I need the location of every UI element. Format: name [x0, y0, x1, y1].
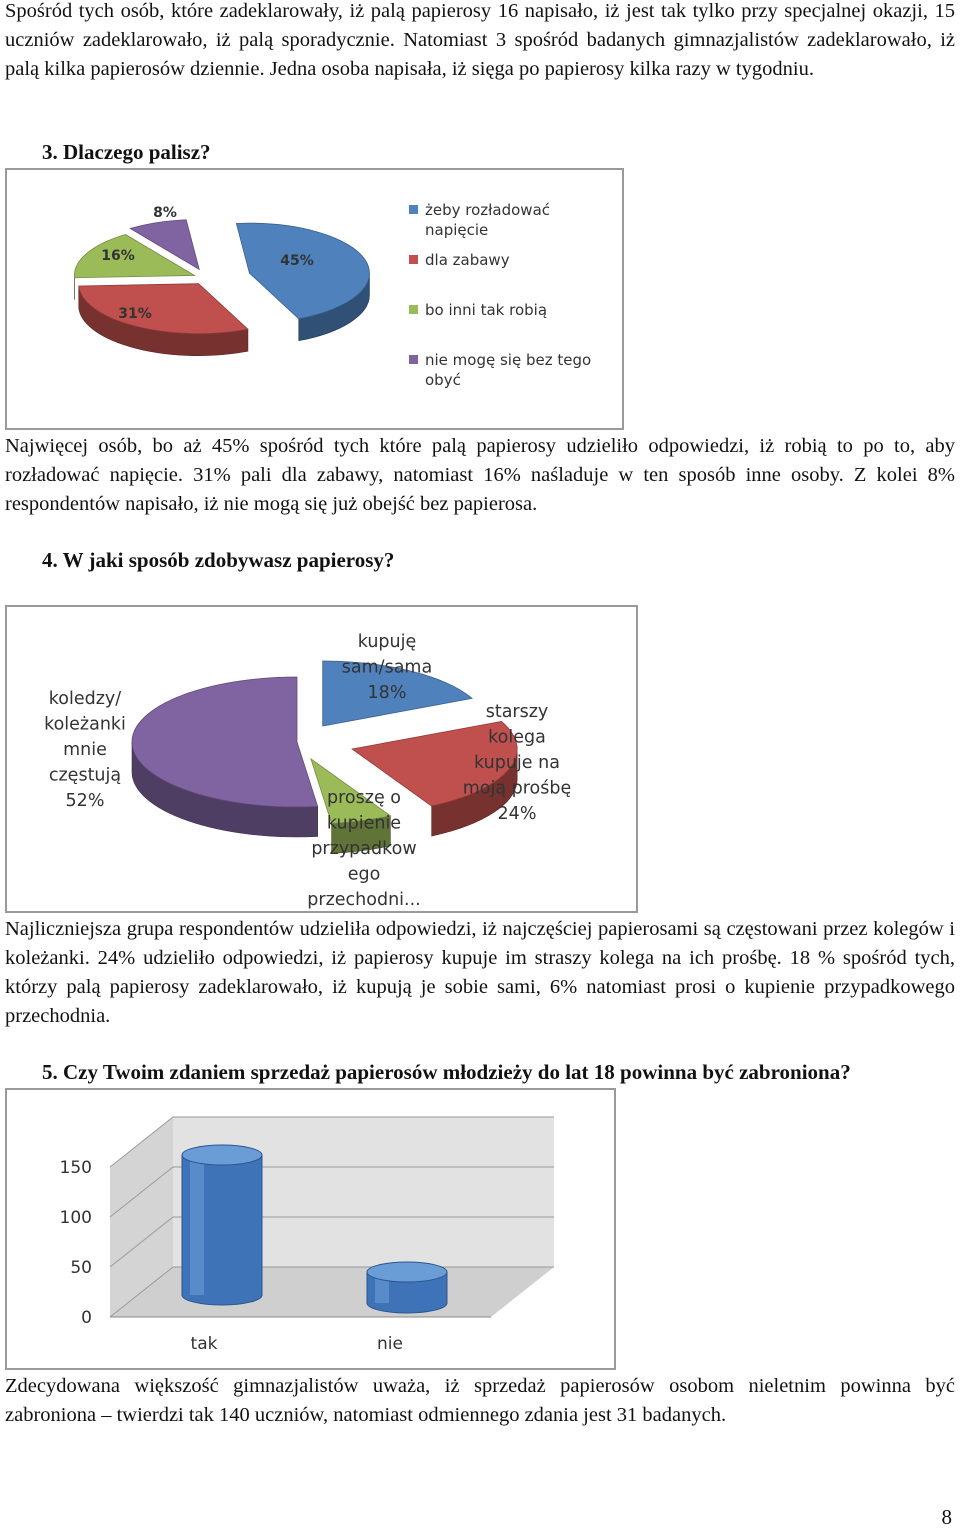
- bar-cylinder-top: [182, 1145, 262, 1165]
- y-tick-label: 100: [59, 1208, 92, 1228]
- bar-cylinder-top: [367, 1262, 447, 1282]
- legend-label: napięcie: [425, 221, 489, 239]
- question-3-heading: 3. Dlaczego palisz?: [42, 140, 211, 164]
- legend-label: obyć: [425, 371, 461, 389]
- question-5-heading: 5. Czy Twoim zdaniem sprzedaż papierosów młodzieży do lat 18 powinna być zabroniona?: [42, 1060, 851, 1084]
- y-tick-label: 0: [81, 1308, 92, 1328]
- page-number: 8: [941, 1505, 952, 1529]
- pie-chart-reasons: [5, 168, 624, 430]
- bar-chart-ban: [5, 1088, 616, 1370]
- legend-label: żeby rozładować: [425, 201, 551, 219]
- pie-data-label: 31%: [118, 306, 152, 322]
- pie-chart-sources-svg: [7, 607, 636, 911]
- y-tick-label: 50: [70, 1258, 92, 1278]
- y-tick-label: 150: [59, 1158, 92, 1178]
- bar-highlight: [190, 1159, 204, 1295]
- legend-swatch: [409, 355, 418, 364]
- legend-label: nie mogę się bez tego: [425, 351, 592, 369]
- pie-data-label: kupuje na: [474, 753, 560, 773]
- pie-data-label: kupuję: [357, 632, 417, 652]
- pie-data-label: 16%: [101, 248, 135, 264]
- pie-data-label: koleżanki: [44, 714, 126, 735]
- legend-swatch: [409, 205, 418, 214]
- pie-data-label: 45%: [280, 253, 314, 269]
- legend-label: bo inni tak robią: [425, 301, 548, 319]
- pie-data-label: przechodni...: [307, 890, 421, 910]
- pie-data-label: koledzy/: [48, 689, 122, 709]
- pie-data-label: częstują: [48, 765, 122, 786]
- pie-data-label: 8%: [153, 205, 177, 221]
- legend-swatch: [409, 255, 418, 264]
- question-3-paragraph: Najwięcej osób, bo aż 45% spośród tych które palą papierosy udzieliło odpowiedzi, iż robią to po to, aby rozładować napięcie. 31% pali dla zabawy, natomiast 16% naśladuje w ten sposób inne osoby. Z kolei 8% respondentów napisało, iż nie mogą się już obejść bez papierosa.: [5, 435, 955, 515]
- pie-data-label: moją prośbę: [462, 778, 572, 799]
- bar-chart-ban-svg: [7, 1090, 614, 1368]
- pie-data-label: kupienie: [326, 813, 402, 834]
- pie-data-label: 18%: [367, 683, 407, 703]
- x-category-label: nie: [377, 1334, 403, 1354]
- pie-data-label: kolega: [488, 727, 546, 748]
- intro-paragraph: Spośród tych osób, które zadeklarowały, iż palą papierosy 16 napisało, iż jest tak tylko przy specjalnej okazji, 15 uczniów zadeklarowało, iż palą sporadycznie. Natomiast 3 spośród badanych gimnazjalistów zadeklarowało, iż palą kilka papierosów dziennie. Jedna osoba napisała, iż sięga po papierosy kilka razy w tygodniu.: [5, 0, 955, 80]
- question-4-heading: 4. W jaki sposób zdobywasz papierosy?: [42, 548, 395, 572]
- legend-label: dla zabawy: [425, 251, 510, 269]
- pie-data-label: ego: [347, 864, 381, 885]
- chart-floor: [110, 1267, 554, 1317]
- pie-chart-sources: [5, 605, 638, 913]
- x-category-label: tak: [190, 1334, 218, 1354]
- question-4-paragraph: Najliczniejsza grupa respondentów udzieliła odpowiedzi, iż najczęściej papierosami są częstowani przez kolegów i koleżanki. 24% udzieliło odpowiedzi, iż papierosy kupuje im straszy kolega na ich prośbę. 18 % spośród tych, którzy palą papierosy zadeklarowało, iż kupują je sobie sami, 6% natomiast prosi o kupienie przypadkowego przechodnia.: [5, 918, 955, 1027]
- pie-chart-reasons-svg: [7, 170, 622, 428]
- pie-data-label: 52%: [65, 791, 105, 811]
- pie-data-label: 24%: [497, 804, 537, 824]
- legend-swatch: [409, 305, 418, 314]
- pie-data-label: starszy: [485, 702, 549, 722]
- pie-data-label: mnie: [63, 740, 107, 760]
- pie-data-label: przypadkow: [311, 839, 417, 859]
- question-5-paragraph: Zdecydowana większość gimnazjalistów uważa, iż sprzedaż papierosów osobom nieletnim powinna być zabroniona – twierdzi tak 140 uczniów, natomiast odmiennego zdania jest 31 badanych.: [5, 1375, 955, 1426]
- pie-data-label: sam/sama: [341, 657, 433, 678]
- pie-data-label: proszę o: [327, 788, 401, 808]
